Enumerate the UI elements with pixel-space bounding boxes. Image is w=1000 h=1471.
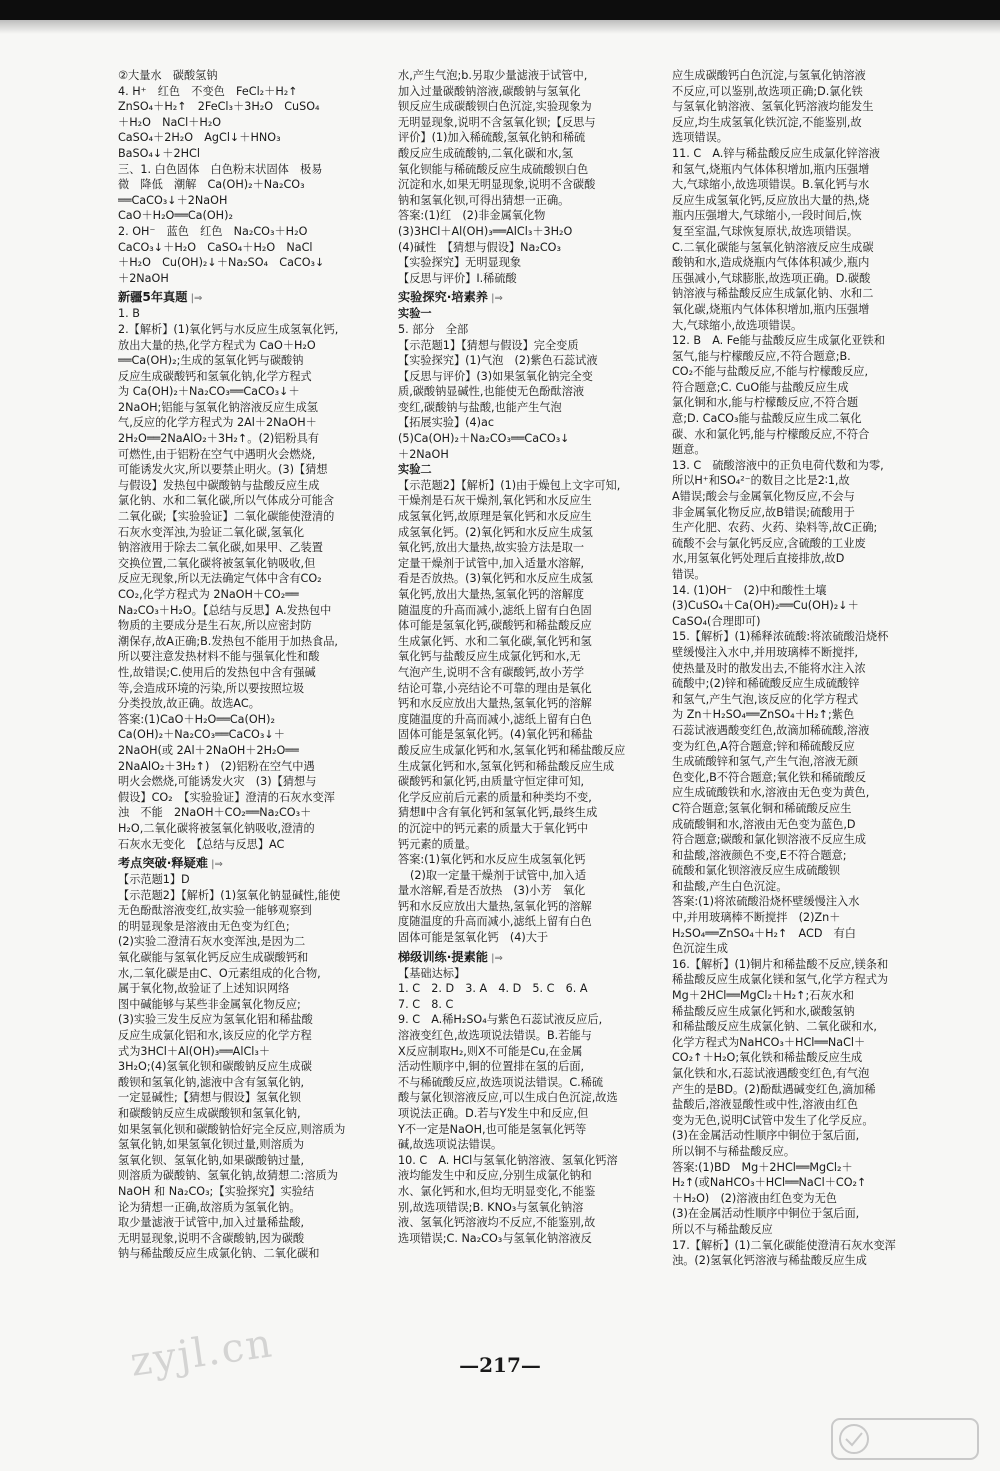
text-line: 稀盐酸反应生成氯化钙和水,碳酸氢钠 [672,1004,855,1018]
text-line: CO₂不能与盐酸反应,不能与柠檬酸反应, [672,365,869,379]
text-line: Y不一定是NaOH,也可能是氢氧化钙等 [398,1122,587,1136]
text-line: ══Ca(OH)₂;生成的氢氧化钙与碳酸钠 [118,354,304,368]
text-line: 氯化钠、水和二氧化碳,所以气体成分可能含 [118,494,335,508]
text-line: 酸反应生成氯化钙和水,氢氧化钙和稀盐酸反应 [398,743,626,757]
text-line: 符合题意;碳酸和氯化钡溶液不反应生成 [672,833,866,847]
text-line: 物质的主要成分是生石灰,所以应密封防 [118,619,312,633]
text-line: 非金属氧化物反应,故B错误;硫酸用于 [672,505,855,519]
text-line: (3)实验三发生反应为氢氧化铝和稀盐酸 [118,1013,313,1027]
text-line: 【拓展实验】(4)ac [398,416,494,430]
text-line: 变红,碳酸钠与盐酸,也能产生气泡 [398,400,562,414]
text-line: 反应生成碳酸钙和氢氧化钠,化学方程式 [118,369,312,383]
answer-column-left [118,68,394,1262]
text-line: 和氢气,产生气泡,该反应的化学方程式 [672,692,859,706]
text-line: 性,故错误;C.使用后的发热包中含有强碱 [118,665,316,679]
text-line: 度随温度的升高而减小,滤纸上留有白色 [398,712,592,726]
text-line: 等,会造成环境的污染,所以要按照垃圾 [118,681,305,695]
text-line: 稀盐酸反应生成氯化镁和氢气,化学方程式为 [672,973,889,987]
text-line: 活动性顺序中,铜的位置排在氢的后面, [398,1060,585,1074]
text-line: 和盐酸,产生白色沉淀。 [672,879,788,893]
text-line: 石蕊试液遇酸变红色,故滴加稀硫酸,溶液 [672,723,870,737]
text-line: 定量干燥剂于试管中,加入适量水溶解, [398,556,585,570]
text-line: 钠与稀盐酸反应生成氯化钠、二氧化碳和 [118,1247,320,1261]
text-line: 盐酸后,溶液显酸性或中性,溶液由红色 [672,1098,859,1112]
text-line: 和氢气,烧瓶内气体体积增加,瓶内压强增 [672,162,870,176]
text-line: 氧化钙,放出大量热,故实验方法是取一 [398,541,585,555]
text-line: 分类投放,故正确。故选AC。 [118,697,260,711]
text-line: 可燃性,由于铝粉在空气中遇明火会燃烧, [118,447,316,461]
text-line: 色变化,B不符合题意;氧化铁和稀硫酸反 [672,770,867,784]
text-line: 成氢氧化钙,故原理是氧化钙和水反应生 [398,510,592,524]
text-line: 液均能发生中和反应,分别生成氯化钠和 [398,1169,592,1183]
text-line: 15.【解析】(1)稀释浓硫酸:将浓硫酸沿烧杯 [672,630,889,644]
text-line: 17.【解析】(1)二氧化碳能使澄清石灰水变浑 [672,1238,896,1252]
text-line: 钙元素的质量。 [398,837,477,851]
text-line: 取少量滤液于试管中,加入过量稀盐酸, [118,1216,305,1230]
text-line: 猜想Ⅱ中含有氧化钙和氢氧化钙,最终生成 [398,806,598,820]
text-line: 则溶质为碳酸钠、氢氧化钠,故猜想二:溶质为 [118,1169,338,1183]
text-line: (3)在金属活动性顺序中铜位于氢后面, [672,1129,860,1143]
text-line: (2)实验二澄清石灰水变浑浊,是因为二 [118,935,306,949]
text-line: 浊。(2)氢氧化钙溶液与稀盐酸反应生成 [672,1254,867,1268]
text-line: 体可能是氢氧化钙,碳酸钙和稀盐酸反应 [398,619,592,633]
text-line: CaCO₃↓＋H₂O CaSO₄＋H₂O NaCl [118,240,313,254]
text-line: 石灰水无变化 【总结与反思】AC [118,837,285,851]
text-line: 色沉淀生成 [672,942,728,956]
text-line: 干燥剂是石灰干燥剂,氧化钙和水反应生 [398,494,592,508]
text-line: 氢氧化钡、氢氧化钠,如果碳酸钠过量, [118,1153,305,1167]
text-line: 产生的是BD。(2)酚酞遇碱变红色,滴加稀 [672,1082,876,1096]
text-line: 看是否放热。(3)氧化钙和水反应生成氢 [398,572,593,586]
text-line: 氯化铜和水,能与柠檬酸反应,不符合题 [672,396,859,410]
text-line: 9. C A.稀H₂SO₄与紫色石蕊试液反应后, [398,1013,603,1027]
text-line: 14. (1)OH⁻ (2)中和酸性土壤 [672,583,827,597]
top-band-shadow [0,20,1000,34]
top-black-band [0,0,1000,20]
text-line: 水,产生气泡;b.另取少量滤液于试管中, [398,69,588,82]
text-line: 钙和水反应放出大量热,氢氧化钙的溶解 [398,697,592,711]
text-line: 钠溶液与稀盐酸反应生成氯化钠、水和二 [672,287,874,301]
text-line: 钠溶液用于除去二氧化碳,如果甲、乙装置 [118,541,323,555]
text-line: 生成硫酸锌和氢气,产生气泡,溶液无颜 [672,755,859,769]
text-line: ＋H₂O Cu(OH)₂↓＋Na₂SO₄ CaCO₃↓ [118,256,325,270]
text-line: 明火会燃烧,可能诱发火灾 (3)【猜想与 [118,775,317,789]
text-line: 13. C 硫酸溶液中的正负电荷代数和为零, [672,458,884,472]
text-line: 碳、水和氯化钙,能与柠檬酸反应,不符合 [672,427,870,441]
text-line: 答案:(1)氧化钙和水反应生成氢氧化钙 [398,853,586,867]
text-line: 【实验探究】(1)气泡 (2)紫色石蕊试液 [398,354,598,368]
text-line: 水、氯化钙和水,但均无明显变化,不能鉴 [398,1184,596,1198]
text-line: 为 Zn＋H₂SO₄══ZnSO₄＋H₂↑;紫色 [672,708,855,722]
text-line: 的明显现象是溶液由无色变为红色; [118,919,290,933]
text-line: 酸钡和氢氧化钠,滤液中含有氢氧化钠, [118,1075,305,1089]
text-line: 沉淀和水,如果无明显现象,说明不含碳酸 [398,178,596,192]
answer-column-right [672,68,957,1269]
text-line: ＋2NaOH [118,271,169,285]
text-line: 【反思与评价】(3)如果氢氧化钠完全变 [398,369,593,383]
text-line: 碳酸钙和氯化钙,由质量守恒定律可知, [398,775,585,789]
text-line: BaSO₄↓＋2HCl [118,146,200,160]
text-line: 交换位置,二氧化碳将被氢氧化钠吸收,但 [118,556,316,570]
text-line: 氢气,能与柠檬酸反应,不符合题意;B. [672,349,851,363]
text-line: 11. C A.锌与稀盐酸反应生成氯化锌溶液 [672,146,880,160]
text-line: 钙和水反应放出大量热,氢氧化钙的溶解 [398,899,592,913]
text-line: 质,碳酸钠显碱性,也能使无色酚酞溶液 [398,385,585,399]
text-line: 16.【解析】(1)铜片和稀盐酸不反应,镁条和 [672,957,889,971]
text-line: 固体可能是氢氧化钙。(4)氧化钙和稀盐 [398,728,593,742]
text-line: Na₂CO₃＋H₂O。【总结与反思】A.发热包中 [118,603,332,617]
text-line: 随温度的升高而减小,滤纸上留有白色固 [398,603,592,617]
text-line: 石灰水变浑浊,为验证二氧化碳,氢氧化 [118,525,305,539]
text-line: 硫酸中;(2)锌和稀硫酸反应生成硫酸锌 [672,677,860,691]
text-line: X反应制取H₂,则X不可能是Cu,在金属 [398,1044,583,1058]
text-line: 量水溶解,看是否放热 (3)小芳 氧化 [398,884,586,898]
text-line: 放出大量的热,化学方程式为 CaO＋H₂O [118,338,316,352]
text-line: 3H₂O;(4)氢氧化钡和碳酸钠反应生成碳 [118,1060,312,1074]
text-line: 错误。 [672,568,706,581]
section-heading: 梯级训练·提素能 |⇒ [398,948,670,966]
text-line: 壁缓慢注入水中,并用玻璃棒不断搅拌, [672,645,859,659]
text-line: 气泡产生,说明不含有碳酸钙,故小芳学 [398,665,585,679]
text-line: 无色酚酞溶液变红,故实验一能够观察到 [118,904,312,918]
text-line: 所以H⁺和SO₄²⁻的数目之比是2∶1,故 [672,474,850,488]
text-line: 1. C 2. D 3. A 4. D 5. C 6. A [398,982,588,996]
text-line: 的沉淀中的钙元素的质量大于氧化钙中 [398,821,589,835]
text-line: 浊 不能 2NaOH＋CO₂══Na₂CO₃＋ [118,806,312,820]
text-line: ＋H₂O) (2)溶液由红色变为无色 [672,1191,837,1205]
text-line: C.二氧化碳能与氢氧化钠溶液反应生成碳 [672,240,874,254]
text-line: 和盐酸,溶液颜色不变,E不符合题意; [672,848,847,862]
text-line: 氧化钙与盐酸反应生成氯化钙和水,无 [398,650,581,664]
text-line: 应生成碳酸钙白色沉淀,与氢氧化钠溶液 [672,69,866,82]
text-line: 和稀盐酸反应生成氯化钠、二氧化碳和水, [672,1020,877,1034]
text-line: CaSO₄＋2H₂O AgCl↓＋HNO₃ [118,131,281,145]
text-line: 项说法正确。D.若与Y发生中和反应,但 [398,1107,589,1120]
text-line: 加入过量碳酸钠溶液,碳酸钠与氢氧化 [398,84,581,98]
text-line: 微 降低 潮解 Ca(OH)₂＋Na₂CO₃ [118,178,305,192]
subsection-heading: 实验一 [398,307,432,321]
text-line: 与假设】发热包中碳酸钠与盐酸反应生成 [118,478,320,492]
text-line: CO₂↑＋H₂O;氧化铁和稀盐酸反应生成 [672,1051,863,1065]
text-line: 4. H⁺ 红色 不变色 FeCl₂＋H₂↑ [118,84,298,98]
text-line: 度随温度的升高而减小,滤纸上留有白色 [398,915,592,929]
text-line: NaOH 和 Na₂CO₃;【实验探究】实验结 [118,1184,315,1198]
text-line: 可能诱发火灾,所以要禁止明火。(3)【猜想 [118,463,328,477]
text-line: 碱,故选项说法错误。 [398,1138,503,1152]
text-line: 成氢氧化钙。(2)氧化钙和水反应生成氢 [398,525,593,539]
text-line: 【反思与评价】Ⅰ.稀硫酸 [398,271,517,285]
text-line: 如果氢氧化钡和碳酸钠恰好完全反应,则溶质为 [118,1122,346,1136]
text-line: 中,并用玻璃棒不断搅拌 (2)Zn＋ [672,911,841,925]
text-line: CO₂,化学方程式为 2NaOH＋CO₂══ [118,588,299,601]
text-line: 选项错误。 [672,131,728,145]
text-line: 硫酸和氯化钡溶液反应生成硫酸钡 [672,864,840,878]
text-line: 不反应,可以鉴别,故选项正确;D.氯化铁 [672,84,863,98]
section-heading: 新疆5年真题 |⇒ [118,288,394,306]
text-line: 【实验探究】无明显现象 [398,256,522,270]
text-line: 反应生成氢氧化钙,反应放出大量的热,烧 [672,193,870,207]
text-line: 答案:(1)将浓硫酸沿烧杯壁缓慢注入水 [672,895,860,909]
section-heading: 实验探究·培素养 |⇒ [398,288,670,306]
text-line: 化学方程式为NaHCO₃＋HCl══NaCl＋ [672,1035,866,1049]
text-line: H₂SO₄══ZnSO₄＋H₂↑ ACD 有白 [672,926,856,940]
text-line: 氧化钡能与稀硫酸反应生成硫酸钡白色 [398,162,589,176]
text-line: 生产化肥、农药、火药、染料等,故C正确; [672,521,878,535]
page-number: —217— [459,1353,541,1377]
text-line: Ca(OH)₂＋Na₂CO₃══CaCO₃↓＋ [118,728,285,742]
text-line: 气,反应的化学方程式为 2Al＋2NaOH＋ [118,416,317,430]
text-line: 【示范题1】【猜想与假设】完全变质 [398,338,579,352]
text-line: 论为猜想一正确,故溶质为氢氧化钠。 [118,1200,301,1214]
text-line: 假设】CO₂ 【实验验证】澄清的石灰水变浑 [118,790,335,804]
text-line: Mg＋2HCl══MgCl₂＋H₂↑;石灰水和 [672,989,854,1003]
text-line: 1. B [118,307,140,321]
text-line: 2NaOH(或 2Al＋2NaOH＋2H₂O══ [118,743,299,757]
text-line: 结论可靠,小亮结论不可靠的理由是氧化 [398,681,592,695]
text-line: 成硫酸铜和水,溶液由无色变为蓝色,D [672,817,856,831]
text-line: ＋H₂O NaCl＋H₂O [118,115,222,129]
text-line: 氯化铁和水,石蕊试液遇酸变红色,有气泡 [672,1067,870,1080]
text-line: 答案:(1)红 (2)非金属氧化物 [398,209,546,223]
text-line: 图中碱能够与某些非金属氧化物反应; [118,997,301,1011]
text-line: 大,气球缩小,故选项错误。 [672,318,803,332]
text-line: 式为3HCl＋Al(OH)₃══AlCl₃＋ [118,1044,271,1058]
text-line: 生成氯化钙、水和二氧化碳,氧化钙和氢 [398,634,592,648]
text-line: 所以不与稀盐酸反应 [672,1222,773,1236]
text-line: (3)在金属活动性顺序中铜位于氢后面, [672,1207,860,1221]
text-line: H₂↑(或NaHCO₃＋HCl══NaCl＋CO₂↑ [672,1176,867,1190]
text-line: 属于氧化物,故验证了上述知识网络 [118,982,290,996]
text-line: 2.【解析】(1)氧化钙与水反应生成氢氧化钙, [118,322,339,336]
text-line: 水,二氧化碳是由C、O元素组成的化合物, [118,966,321,980]
text-line: 钠和氢氧化钡,可得出猜想一正确。 [398,193,570,207]
text-line: 别,故选项错误;B. KNO₃与氢氧化钠溶 [398,1200,584,1214]
text-line: 2NaAlO₂＋3H₂↑) (2)铝粉在空气中遇 [118,759,315,773]
text-line: 一定显碱性;【猜想与假设】氢氧化钡 [118,1091,301,1105]
text-line: 【示范题2】【解析】(1)氢氧化钠显碱性,能使 [118,888,341,902]
text-line: ══CaCO₃↓＋2NaOH [118,193,228,207]
text-line: 10. C A. HCl与氢氧化钠溶液、氢氧化钙溶 [398,1153,618,1167]
text-line: ZnSO₄＋H₂↑ 2FeCl₃＋3H₂O CuSO₄ [118,100,320,114]
text-line: 为 Ca(OH)₂＋Na₂CO₃══CaCO₃↓＋ [118,385,300,399]
text-line: 反应,均生成氢氧化铁沉淀,不能鉴别,故 [672,115,862,129]
text-line: 12. B A. Fe能与盐酸反应生成氯化亚铁和 [672,334,885,348]
text-line: 三、1. 白色固体 白色粉末状固体 极易 [118,162,323,176]
subsection-heading: 实验二 [398,463,432,477]
text-line: 与氢氧化钠溶液、氢氧化钙溶液均能发生 [672,100,874,114]
text-line: 复至室温,气球恢复原状,故选项错误。 [672,224,859,238]
text-line: CaSO₄(合理即可) [672,614,761,628]
text-line: 选项错误;C. Na₂CO₃与氢氧化钠溶液反 [398,1231,592,1245]
text-line: 使热量及时的散发出去,不能将水注入浓 [672,661,866,675]
watermark-daanquan-logo [830,1415,980,1463]
text-line: 无明显现象,说明不含碳酸钠,因为碳酸 [118,1231,305,1245]
text-line: 酸与氯化钡溶液反应,可以生成白色沉淀,故选 [398,1091,618,1105]
text-line: 2NaOH;铝能与氢氧化钠溶液反应生成氢 [118,400,318,414]
text-line: 无明显现象,说明不含氢氧化钡;【反思与 [398,115,596,129]
text-line: 答案:(1)BD Mg＋2HCl══MgCl₂＋ [672,1160,853,1174]
text-line: 固体可能是氢氧化钙 (4)大于 [398,931,549,945]
text-line: 7. C 8. C [398,997,454,1011]
text-line: 【示范题1】D [118,873,190,887]
watermark-zyjl-logo: zyjl.cn [127,1320,277,1386]
text-line: 反应生成氯化铝和水,该反应的化学方程 [118,1029,312,1043]
text-line: ＋2NaOH [398,447,449,461]
text-line: 变为无色,说明C试管中发生了化学反应。 [672,1113,874,1127]
text-line: 评价】(1)加入稀硫酸,氢氧化钠和稀硫 [398,131,586,145]
text-line: 氧化碳,烧瓶内气体体积增加,瓶内压强增 [672,302,870,316]
text-line: 所以铜不与稀盐酸反应。 [672,1144,796,1158]
text-line: 生成氯化钙和水,氢氧化钙和稀盐酸反应生成 [398,759,615,773]
text-line: 2H₂O══2NaAlO₂＋3H₂↑。(2)铝粉具有 [118,432,320,446]
text-line: 氧化碳能与氢氧化钙反应生成碳酸钙和 [118,951,309,965]
text-line: 和碳酸钠反应生成碳酸钡和氢氧化钠, [118,1107,301,1120]
text-line: 不与稀硫酸反应,故选项说法错误。C.稀硫 [398,1075,604,1089]
text-line: ②大量水 碳酸氢钠 [118,69,218,82]
text-line: (5)Ca(OH)₂＋Na₂CO₃══CaCO₃↓ [398,432,570,446]
text-line: A错误;酸会与金属氧化物反应,不会与 [672,490,855,504]
answer-column-middle [398,68,670,1246]
text-line: 答案:(1)CaO＋H₂O══Ca(OH)₂ [118,712,275,726]
text-line: (4)碱性 【猜想与假设】Na₂CO₃ [398,240,561,254]
text-line: CaO＋H₂O══Ca(OH)₂ [118,209,233,223]
text-line: (3)CuSO₄＋Ca(OH)₂══Cu(OH)₂↓＋ [672,599,859,613]
text-line: 潮保存,故A正确;B.发热包不能用于加热食品, [118,634,338,648]
text-line: C符合题意;氢氧化铜和稀硫酸反应生 [672,801,852,815]
text-line: 2. OH⁻ 蓝色 红色 Na₂CO₃＋H₂O [118,224,308,238]
text-line: 液、氢氧化钙溶液均不反应,不能鉴别,故 [398,1216,596,1230]
text-line: 酸钠和水,造成烧瓶内气体体积减少,瓶内 [672,256,870,270]
text-line: 符合题意;C. CuO能与盐酸反应生成 [672,380,849,394]
text-line: 硫酸不会与氯化钙反应,含硫酸的工业废 [672,536,866,550]
text-line: 瓶内压强增大,气球缩小,一段时间后,恢 [672,209,862,223]
text-line: 所以要注意发热材料不能与强氧化性和酸 [118,650,320,664]
text-line: 二氧化碳;【实验验证】二氧化碳能使澄清的 [118,510,335,524]
text-line: 【示范题2】【解析】(1)由于燥包上文字可知, [398,478,621,492]
text-line: 题意。 [672,443,706,457]
text-line: 酸反应生成硫酸钠,二氧化碳和水,氢 [398,146,573,160]
text-line: 压强减小,气球膨胀,故选项正确。D.碳酸 [672,271,871,285]
text-line: (2)取一定量干燥剂于试管中,加入适 [410,868,587,882]
text-line: 应生成硫酸铁和水,溶液由无色变为黄色, [672,786,870,800]
text-line: 意;D. CaCO₃能与盐酸反应生成二氧化 [672,412,862,426]
text-line: 5. 部分 全部 [398,322,469,336]
section-heading: 考点突破·释疑难 |⇒ [118,854,394,872]
text-line: (3)3HCl＋Al(OH)₃══AlCl₃＋3H₂O [398,224,573,238]
text-line: 氢氧化钠,如果氢氧化钡过量,则溶质为 [118,1138,305,1152]
text-line: 大,气球缩小,故选项错误。B.氧化钙与水 [672,178,870,192]
text-line: 氧化钙,放出大量热,氢氧化钙的溶解度 [398,588,585,601]
text-line: 钡反应生成碳酸钡白色沉淀,实验现象为 [398,100,592,114]
text-line: H₂O,二氧化碳将被氢氧化钠吸收,澄清的 [118,821,315,835]
text-line: 变为红色,A符合题意;锌和稀硫酸反应 [672,739,855,753]
text-line: 水,用氢氧化钙处理后直接排放,故D [672,552,845,566]
text-line: 【基础达标】 [398,966,466,980]
text-line: 化学反应前后元素的质量和种类均不变, [398,790,592,804]
text-line: 溶液变红色,故选项说法错误。B.若能与 [398,1029,592,1043]
text-line: 反应无现象,所以无法确定气体中含有CO₂ [118,572,322,586]
